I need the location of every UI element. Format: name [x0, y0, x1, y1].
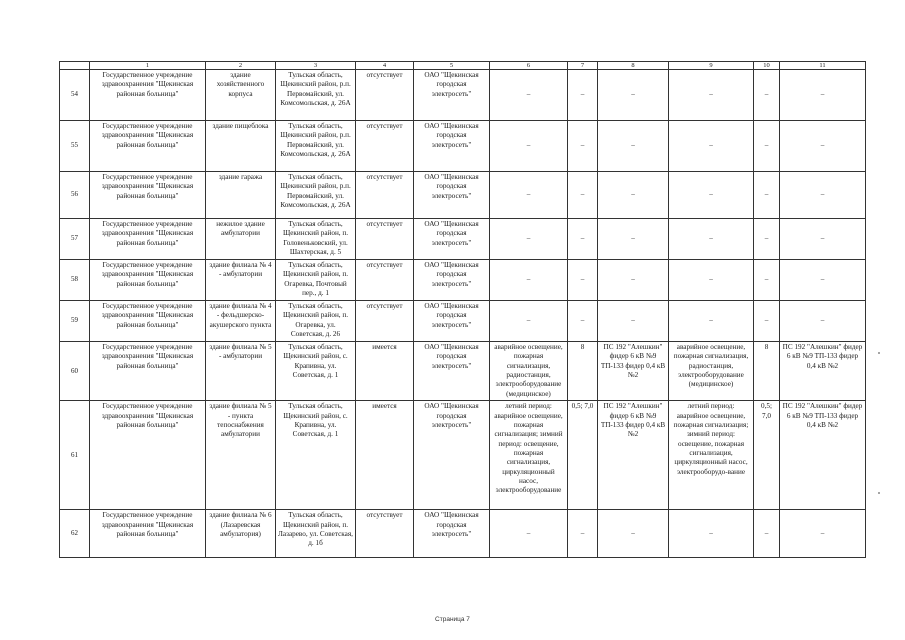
- power-cell-2: –: [754, 260, 780, 301]
- equipment-cell-2: –: [669, 121, 754, 172]
- power-cell-2: –: [754, 219, 780, 260]
- power-cell-2: –: [754, 301, 780, 342]
- column-number-header: [60, 62, 866, 70]
- power-cell-2: –: [754, 70, 780, 121]
- header-cell: 1: [90, 62, 206, 70]
- holder-cell: Государственное учреждение здравоохранения "Щекинская районная больница": [90, 121, 206, 172]
- address-cell: Тульская область, Щекинский район, с. Крапивна, ул. Советская, д. 1: [276, 342, 356, 401]
- equipment-cell-2: –: [669, 301, 754, 342]
- row-number: 54: [60, 70, 90, 121]
- address-cell: Тульская область, Щекинский район, п. Огаревка, ул. Советская, д. 26: [276, 301, 356, 342]
- feeder-cell: ПС 192 "Алешкин" фидер 6 кВ №9 ТП-133 фидер 0,4 кВ №2: [598, 401, 669, 510]
- equipment-cell: –: [490, 219, 568, 260]
- building-cell: здание пищеблока: [206, 121, 276, 172]
- address-cell: Тульская область, Щекинский район, с. Крапивна, ул. Советская, д. 1: [276, 401, 356, 510]
- document-table: [59, 61, 866, 558]
- feeder-cell: –: [598, 219, 669, 260]
- building-cell: здание филиала № 5 - амбулатории: [206, 342, 276, 401]
- supplier-cell: ОАО "Щекинская городская электросеть": [414, 70, 490, 121]
- supplier-cell: ОАО "Щекинская городская электросеть": [414, 510, 490, 558]
- row-number: 55: [60, 121, 90, 172]
- table-row: [60, 301, 866, 342]
- address-cell: Тульская область, Щекинский район, р.п. Первомайский, ул. Комсомольская, д. 26А: [276, 70, 356, 121]
- power-cell-2: 8: [754, 342, 780, 401]
- supplier-cell: ОАО "Щекинская городская электросеть": [414, 172, 490, 219]
- equipment-cell: летний период: аварийное освещение, пожарная сигнализация; зимний период: освещение, пожарная сигнализация, циркуляционный насос, электрооборудование: [490, 401, 568, 510]
- reserve-source-cell: имеется: [356, 401, 414, 510]
- table-row: [60, 219, 866, 260]
- equipment-cell-2: –: [669, 70, 754, 121]
- header-cell-empty: [60, 62, 90, 70]
- table-row: [60, 510, 866, 558]
- header-cell: 10: [754, 62, 780, 70]
- holder-cell: Государственное учреждение здравоохранения "Щекинская районная больница": [90, 260, 206, 301]
- building-cell: здание филиала № 4 - фельдшерско-акушерского пункта: [206, 301, 276, 342]
- row-number: 57: [60, 219, 90, 260]
- row-number: 60: [60, 342, 90, 401]
- building-cell: здание филиала № 4 - амбулатории: [206, 260, 276, 301]
- power-cell-2: –: [754, 121, 780, 172]
- power-cell: 0,5; 7,0: [568, 401, 598, 510]
- reserve-source-cell: отсутствует: [356, 260, 414, 301]
- reserve-source-cell: отсутствует: [356, 70, 414, 121]
- address-cell: Тульская область, Щекинский район, п. Огаревка, Почтовый пер., д. 1: [276, 260, 356, 301]
- feeder-cell-2: –: [780, 510, 866, 558]
- power-cell: –: [568, 301, 598, 342]
- header-cell: 3: [276, 62, 356, 70]
- building-cell: здание хозяйственного корпуса: [206, 70, 276, 121]
- row-number: 59: [60, 301, 90, 342]
- power-cell: –: [568, 219, 598, 260]
- feeder-cell: –: [598, 172, 669, 219]
- equipment-cell-2: –: [669, 510, 754, 558]
- reserve-source-cell: отсутствует: [356, 172, 414, 219]
- building-cell: здание филиала № 6 (Лазаревская амбулатория): [206, 510, 276, 558]
- holder-cell: Государственное учреждение здравоохранения "Щекинская районная больница": [90, 342, 206, 401]
- holder-cell: Государственное учреждение здравоохранения "Щекинская районная больница": [90, 219, 206, 260]
- equipment-cell-2: –: [669, 260, 754, 301]
- row-number: 61: [60, 401, 90, 510]
- equipment-cell: –: [490, 301, 568, 342]
- power-cell: –: [568, 510, 598, 558]
- table-row: [60, 401, 866, 510]
- header-cell: 6: [490, 62, 568, 70]
- address-cell: Тульская область, Щекинский район, п. Головеньковский, ул. Шахтерская, д. 5: [276, 219, 356, 260]
- feeder-cell-2: –: [780, 301, 866, 342]
- power-cell: –: [568, 70, 598, 121]
- table-row: [60, 172, 866, 219]
- equipment-cell: –: [490, 260, 568, 301]
- equipment-cell-2: –: [669, 219, 754, 260]
- address-cell: Тульская область, Щекинский район, р.п. Первомайский, ул. Комсомольская, д. 26А: [276, 121, 356, 172]
- table-row: [60, 121, 866, 172]
- holder-cell: Государственное учреждение здравоохранения "Щекинская районная больница": [90, 301, 206, 342]
- address-cell: Тульская область, Щекинский район, п. Лазарево, ул. Советская, д. 1б: [276, 510, 356, 558]
- power-cell: –: [568, 260, 598, 301]
- supplier-cell: ОАО "Щекинская городская электросеть": [414, 260, 490, 301]
- supplier-cell: ОАО "Щекинская городская электросеть": [414, 121, 490, 172]
- power-cell: –: [568, 172, 598, 219]
- building-cell: нежилое здание амбулатории: [206, 219, 276, 260]
- power-cell-2: –: [754, 172, 780, 219]
- reserve-source-cell: имеется: [356, 342, 414, 401]
- equipment-cell-2: летний период: аварийное освещение, пожарная сигнализация; зимний период: освещение, пожарная сигнализация, циркуляционный насос, электрооборудо-вание: [669, 401, 754, 510]
- table-row: [60, 342, 866, 401]
- reserve-source-cell: отсутствует: [356, 510, 414, 558]
- supplier-cell: ОАО "Щекинская городская электросеть": [414, 342, 490, 401]
- holder-cell: Государственное учреждение здравоохранения "Щекинская районная больница": [90, 401, 206, 510]
- supplier-cell: ОАО "Щекинская городская электросеть": [414, 401, 490, 510]
- header-cell: 8: [598, 62, 669, 70]
- feeder-cell-2: ПС 192 "Алешкин" фидер 6 кВ №9 ТП-133 фидер 0,4 кВ №2: [780, 342, 866, 401]
- header-cell: 9: [669, 62, 754, 70]
- building-cell: здание филиала № 5 - пункта тепоснабжения амбулатории: [206, 401, 276, 510]
- header-cell: 2: [206, 62, 276, 70]
- header-cell: 7: [568, 62, 598, 70]
- equipment-cell: –: [490, 172, 568, 219]
- reserve-source-cell: отсутствует: [356, 219, 414, 260]
- supplier-cell: ОАО "Щекинская городская электросеть": [414, 219, 490, 260]
- table-body: [60, 62, 866, 558]
- feeder-cell-2: –: [780, 121, 866, 172]
- equipment-cell: аварийное освещение, пожарная сигнализация, радиостанция, электрооборудование (медицинское): [490, 342, 568, 401]
- equipment-cell-2: аварийное освещение, пожарная сигнализация, радиостанция, электрооборудование (медицинское): [669, 342, 754, 401]
- feeder-cell: –: [598, 70, 669, 121]
- feeder-cell: ПС 192 "Алешкин" фидер 6 кВ №9 ТП-133 фидер 0,4 кВ №2: [598, 342, 669, 401]
- row-number: 62: [60, 510, 90, 558]
- equipment-cell: –: [490, 510, 568, 558]
- feeder-cell: –: [598, 510, 669, 558]
- holder-cell: Государственное учреждение здравоохранения "Щекинская районная больница": [90, 172, 206, 219]
- supplier-cell: ОАО "Щекинская городская электросеть": [414, 301, 490, 342]
- table-row: [60, 70, 866, 121]
- reserve-source-cell: отсутствует: [356, 121, 414, 172]
- header-cell: 5: [414, 62, 490, 70]
- address-cell: Тульская область, Щекинский район, р.п. Первомайский, ул. Комсомольская, д. 26А: [276, 172, 356, 219]
- feeder-cell: –: [598, 301, 669, 342]
- feeder-cell-2: –: [780, 260, 866, 301]
- equipment-cell-2: –: [669, 172, 754, 219]
- page-number: Страница 7: [435, 616, 470, 623]
- power-cell-2: –: [754, 510, 780, 558]
- row-number: 56: [60, 172, 90, 219]
- equipment-cell: –: [490, 70, 568, 121]
- header-cell: 4: [356, 62, 414, 70]
- header-cell: 11: [780, 62, 866, 70]
- power-cell: 8: [568, 342, 598, 401]
- equipment-cell: –: [490, 121, 568, 172]
- feeder-cell-2: –: [780, 219, 866, 260]
- scan-speck: [878, 492, 880, 494]
- feeder-cell-2: –: [780, 70, 866, 121]
- building-cell: здание гаража: [206, 172, 276, 219]
- feeder-cell-2: ПС 192 "Алешкин" фидер 6 кВ №9 ТП-133 фидер 0,4 кВ №2: [780, 401, 866, 510]
- row-number: 58: [60, 260, 90, 301]
- feeder-cell-2: –: [780, 172, 866, 219]
- holder-cell: Государственное учреждение здравоохранения "Щекинская районная больница": [90, 510, 206, 558]
- reserve-source-cell: отсутствует: [356, 301, 414, 342]
- power-cell-2: 0,5; 7,0: [754, 401, 780, 510]
- power-cell: –: [568, 121, 598, 172]
- feeder-cell: –: [598, 121, 669, 172]
- table-row: [60, 260, 866, 301]
- holder-cell: Государственное учреждение здравоохранения "Щекинская районная больница": [90, 70, 206, 121]
- scan-speck: [878, 352, 880, 354]
- feeder-cell: –: [598, 260, 669, 301]
